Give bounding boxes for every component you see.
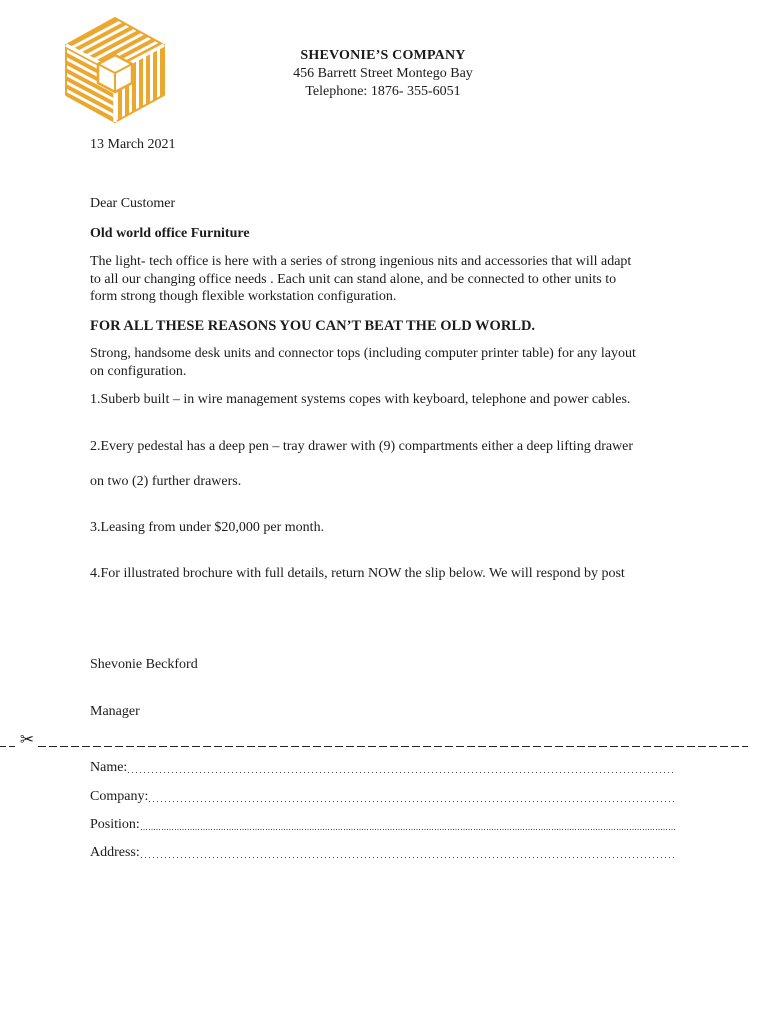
signatory-name: Shevonie Beckford: [90, 657, 198, 672]
subject-heading: Old world office Furniture: [90, 226, 250, 241]
company-telephone: Telephone: 1876- 355-6051: [305, 84, 461, 99]
intro-line: The light- tech office is here with a series of strong ingenious nits and accessories that will adapt: [90, 254, 632, 269]
offer-line: on configuration.: [90, 364, 187, 379]
letterhead: [0, 47, 766, 101]
scissors-icon: ✂: [19, 730, 35, 750]
point-3: 3.Leasing from under $20,000 per month.: [90, 520, 325, 535]
point-2-line: 2.Every pedestal has a deep pen – tray drawer with (9) compartments either a deep lifting drawer: [90, 438, 634, 454]
intro-line: to all our changing office needs . Each unit can stand alone, and be connected to other units to: [90, 271, 617, 287]
cut-line-left: [0, 746, 15, 747]
tagline: FOR ALL THESE REASONS YOU CAN’T BEAT THE OLD WORLD.: [90, 318, 536, 334]
slip-field-label: Name:: [90, 760, 128, 775]
point-2-line: on two (2) further drawers.: [90, 473, 242, 489]
slip-field-label: Address:: [90, 845, 140, 860]
letter-date: 13 March 2021: [90, 137, 176, 152]
slip-field-label: Company:: [90, 789, 149, 804]
position-entry-line: [141, 829, 676, 830]
name-entry-line: [128, 772, 676, 773]
address-entry-line: [141, 857, 676, 858]
company-name: SHEVONIE’S COMPANY: [300, 48, 466, 63]
slip-field-address: [90, 844, 676, 862]
point-2: [90, 429, 633, 499]
salutation: Dear Customer: [90, 196, 176, 211]
point-1: 1.Suberb built – in wire management systems copes with keyboard, telephone and power cables.: [90, 392, 631, 407]
cut-line-right: [38, 746, 748, 747]
intro-paragraph: [90, 253, 631, 306]
company-entry-line: [149, 801, 676, 802]
slip-field-company: [90, 788, 676, 806]
signatory-title: Manager: [90, 704, 140, 719]
offer-line: Strong, handsome desk units and connector tops (including computer printer table) for any layout: [90, 346, 636, 361]
slip-field-name: [90, 759, 676, 777]
point-4: 4.For illustrated brochure with full details, return NOW the slip below. We will respond by post: [90, 566, 625, 581]
intro-line: form strong though flexible workstation configuration.: [90, 289, 397, 304]
offer-paragraph: [90, 345, 636, 381]
slip-field-position: [90, 816, 676, 834]
company-address: 456 Barrett Street Montego Bay: [293, 66, 473, 81]
slip-field-label: Position:: [90, 817, 140, 832]
